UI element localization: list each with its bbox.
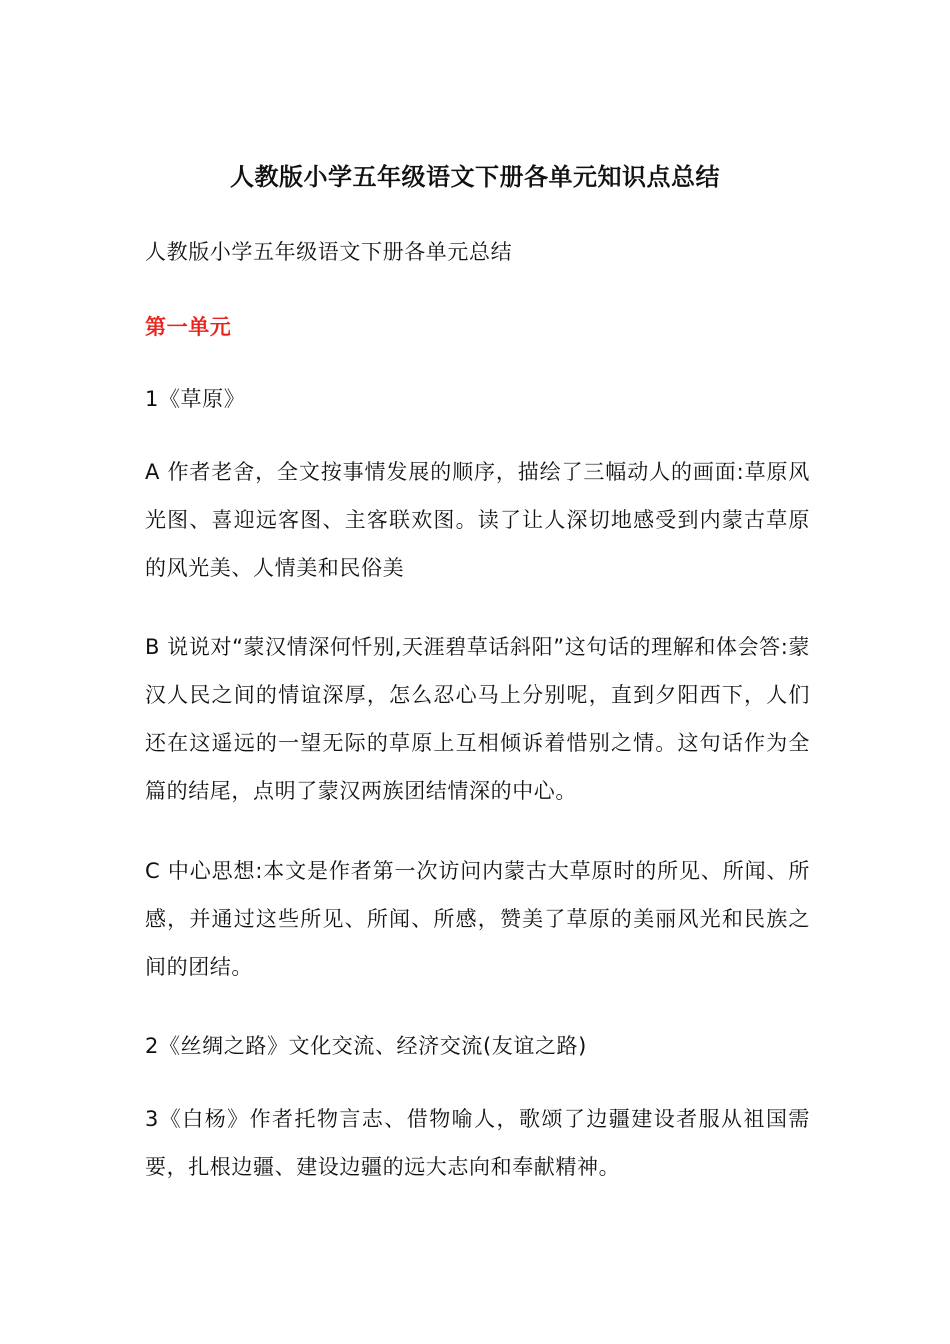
paragraph-a: A 作者老舍，全文按事情发展的顺序，描绘了三幅动人的画面:草原风光图、喜迎远客图、主客联欢图。读了让人深切地感受到内蒙古草原的风光美、人情美和民俗美	[145, 460, 810, 580]
paragraph-b: B 说说对“蒙汉情深何忏别,天涯碧草话斜阳”这句话的理解和体会答:蒙汉人民之间的情谊深厚，怎么忍心马上分别呢，直到夕阳西下，人们还在这遥远的一望无际的草原上互相倾诉着惜别之情。这句话作为全篇的结尾，点明了蒙汉两族团结情深的中心。	[145, 635, 810, 803]
document-title: 人教版小学五年级语文下册各单元知识点总结	[230, 163, 720, 191]
unit-heading: 第一单元	[145, 315, 232, 339]
paragraph-c: C 中心思想:本文是作者第一次访问内蒙古大草原时的所见、所闻、所感，并通过这些所见、所闻、所感，赞美了草原的美丽风光和民族之间的团结。	[145, 859, 810, 979]
lesson-2: 2《丝绸之路》文化交流、经济交流(友谊之路)	[145, 1034, 587, 1058]
lesson-1-title: 1《草原》	[145, 387, 246, 411]
lesson-3: 3《白杨》作者托物言志、借物喻人，歌颂了边疆建设者服从祖国需要，扎根边疆、建设边疆的远大志向和奉献精神。	[145, 1107, 810, 1179]
document-subtitle: 人教版小学五年级语文下册各单元总结	[145, 240, 513, 264]
